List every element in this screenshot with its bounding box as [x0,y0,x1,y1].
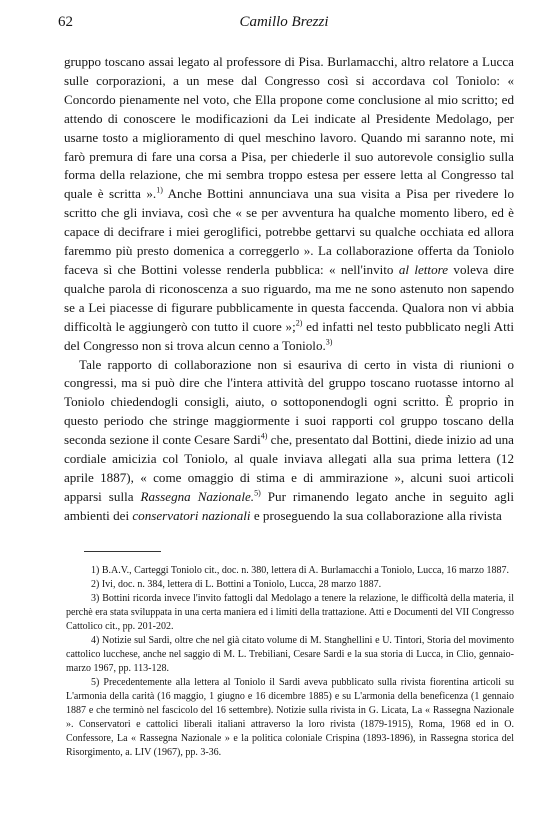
footnote-ref-2: 2) [295,318,303,328]
footnote-divider [84,551,161,552]
running-title: Camillo Brezzi [239,14,329,30]
footnote-5: 5) Precedentemente alla lettera al Toniolo il Sardi aveva pubblicato sulla rivista fiorentina articoli su L'armonia della carità (16 maggio, 1 giugno e 16 dicembre 1885) e su L'armonia della beneficenza (1 gennaio 1887 e che terminò nel fascicolo del 16 settembre). Notizie sulla rivista in G. Licata, La « Rassegna Nazionale ». Conservatori e cattolici liberali italiani attraverso la loro rivista (1879-1915), Roma, 1968 ed in O. Confessore, La « Rassegna Nazionale » e la politica coloniale Crispina (1893-1896), in Rassegna storica del Risorgimento, a. LIV (1967), pp. 3-36. [66,677,514,758]
footnote-ref-3: 3) [325,337,333,347]
footnotes [66,564,514,760]
page-number: 62 [58,14,73,30]
footnote-ref-1: 1) [156,185,163,195]
footnote-3: 3) Bottini ricorda invece l'invito fattogli dal Medolago a tenere la relazione, le difficoltà della materia, il perchè era stata sviluppata in una certa maniera ed i limiti della trattazione. Atti e Documenti del VII Congresso Cattolico cit., pp. 201-202. [66,593,514,632]
footnote-ref-4: 4) [260,431,268,441]
main-text [64,53,514,526]
paragraph-2: Tale rapporto di collaborazione non si esauriva di certo in vista di riunioni o congressi, ma si può dire che l'intera attività del gruppo toscano ruotasse intorno al Toniolo chiedendogli consigli, aiuto, o sottoponendogli ogni scritto. È proprio in questo periodo che stringe maggiormente i suoi rapporti col gruppo toscano della seconda sezione il conte Cesare Sardi$^{4)}$ che, presentato dal Bottini, diede inizio ad una cordiale amicizia col Toniolo, al quale inviava allegati alla sua prima lettera (12 aprile 1887), « come omaggio di stima e di ammirazione », alcuni suoi articoli apparsi sulla Rassegna Nazionale.$^{5)}$ Pur rimanendo legato anche in seguito agli ambienti dei conservatori nazionali e proseguendo la sua collaborazione alla rivista [64,356,514,523]
page-header [58,14,510,38]
paragraph-1: gruppo toscano assai legato al professore di Pisa. Burlamacchi, altro relatore a Lucca sulle corporazioni, a un mese dal Congresso così si accordava col Toniolo: « Concordo pienamente nel voto, che Ella propone come conclusione al mio scritto; ed attendo di conoscere le modificazioni da Lei indicate al Presidente Medolago, per usarne tosto a miglioramento di quel meschino lavoro. Quando mi saranno note, mi farò premura di fare una corsa a Pisa, per chiederle il suo autorevole consiglio sulla forma della relazione, che mi sembra troppo estesa per essere letta al Congresso tal quale è scritta ».$^{1)}$ Anche Bottini annunciava una sua visita a Pisa per rivedere lo scritto che gli inviava, così che « se per avventura ha qualche momento libero, ed è capace di decifrare i miei geroglifici, potrebbe gettarvi su qualche occhiata ed allora faremmo più presto domenica a correggerlo ». La collaborazione offerta da Toniolo faceva sì che Bottini volesse renderla pubblica: « nell'invito al lettore voleva dire qualche parola di riconoscenza a suo riguardo, ma me ne sono astenuto non sapendo se a Lei piacesse di figurare pubblicamente in questa faccenda. Qualora non vi abbia difficoltà le aggiungerò con tutto il cuore »;$^{2)}$ ed infatti nel testo pubblicato negli Atti del Congresso non si trova alcun cenno a Toniolo.$^{3)}$ [64,54,514,353]
footnote-2: 2) Ivi, doc. n. 384, lettera di L. Bottini a Toniolo, Lucca, 28 marzo 1887. [91,579,382,590]
footnote-ref-5: 5) [254,488,261,498]
footnote-4: 4) Notizie sul Sardi, oltre che nel già citato volume di M. Stanghellini e U. Tintori, Storia del movimento cattolico lucchese, anche nel saggio di M. L. Trebiliani, Cesare Sardi e la sua storia di Lucca, in Clio, gennaio-marzo 1967, pp. 113-128. [66,635,514,674]
footnote-1: 1) B.A.V., Carteggi Toniolo cit., doc. n. 380, lettera di A. Burlamacchi a Toniolo, Lucca, 16 marzo 1887. [91,565,509,576]
